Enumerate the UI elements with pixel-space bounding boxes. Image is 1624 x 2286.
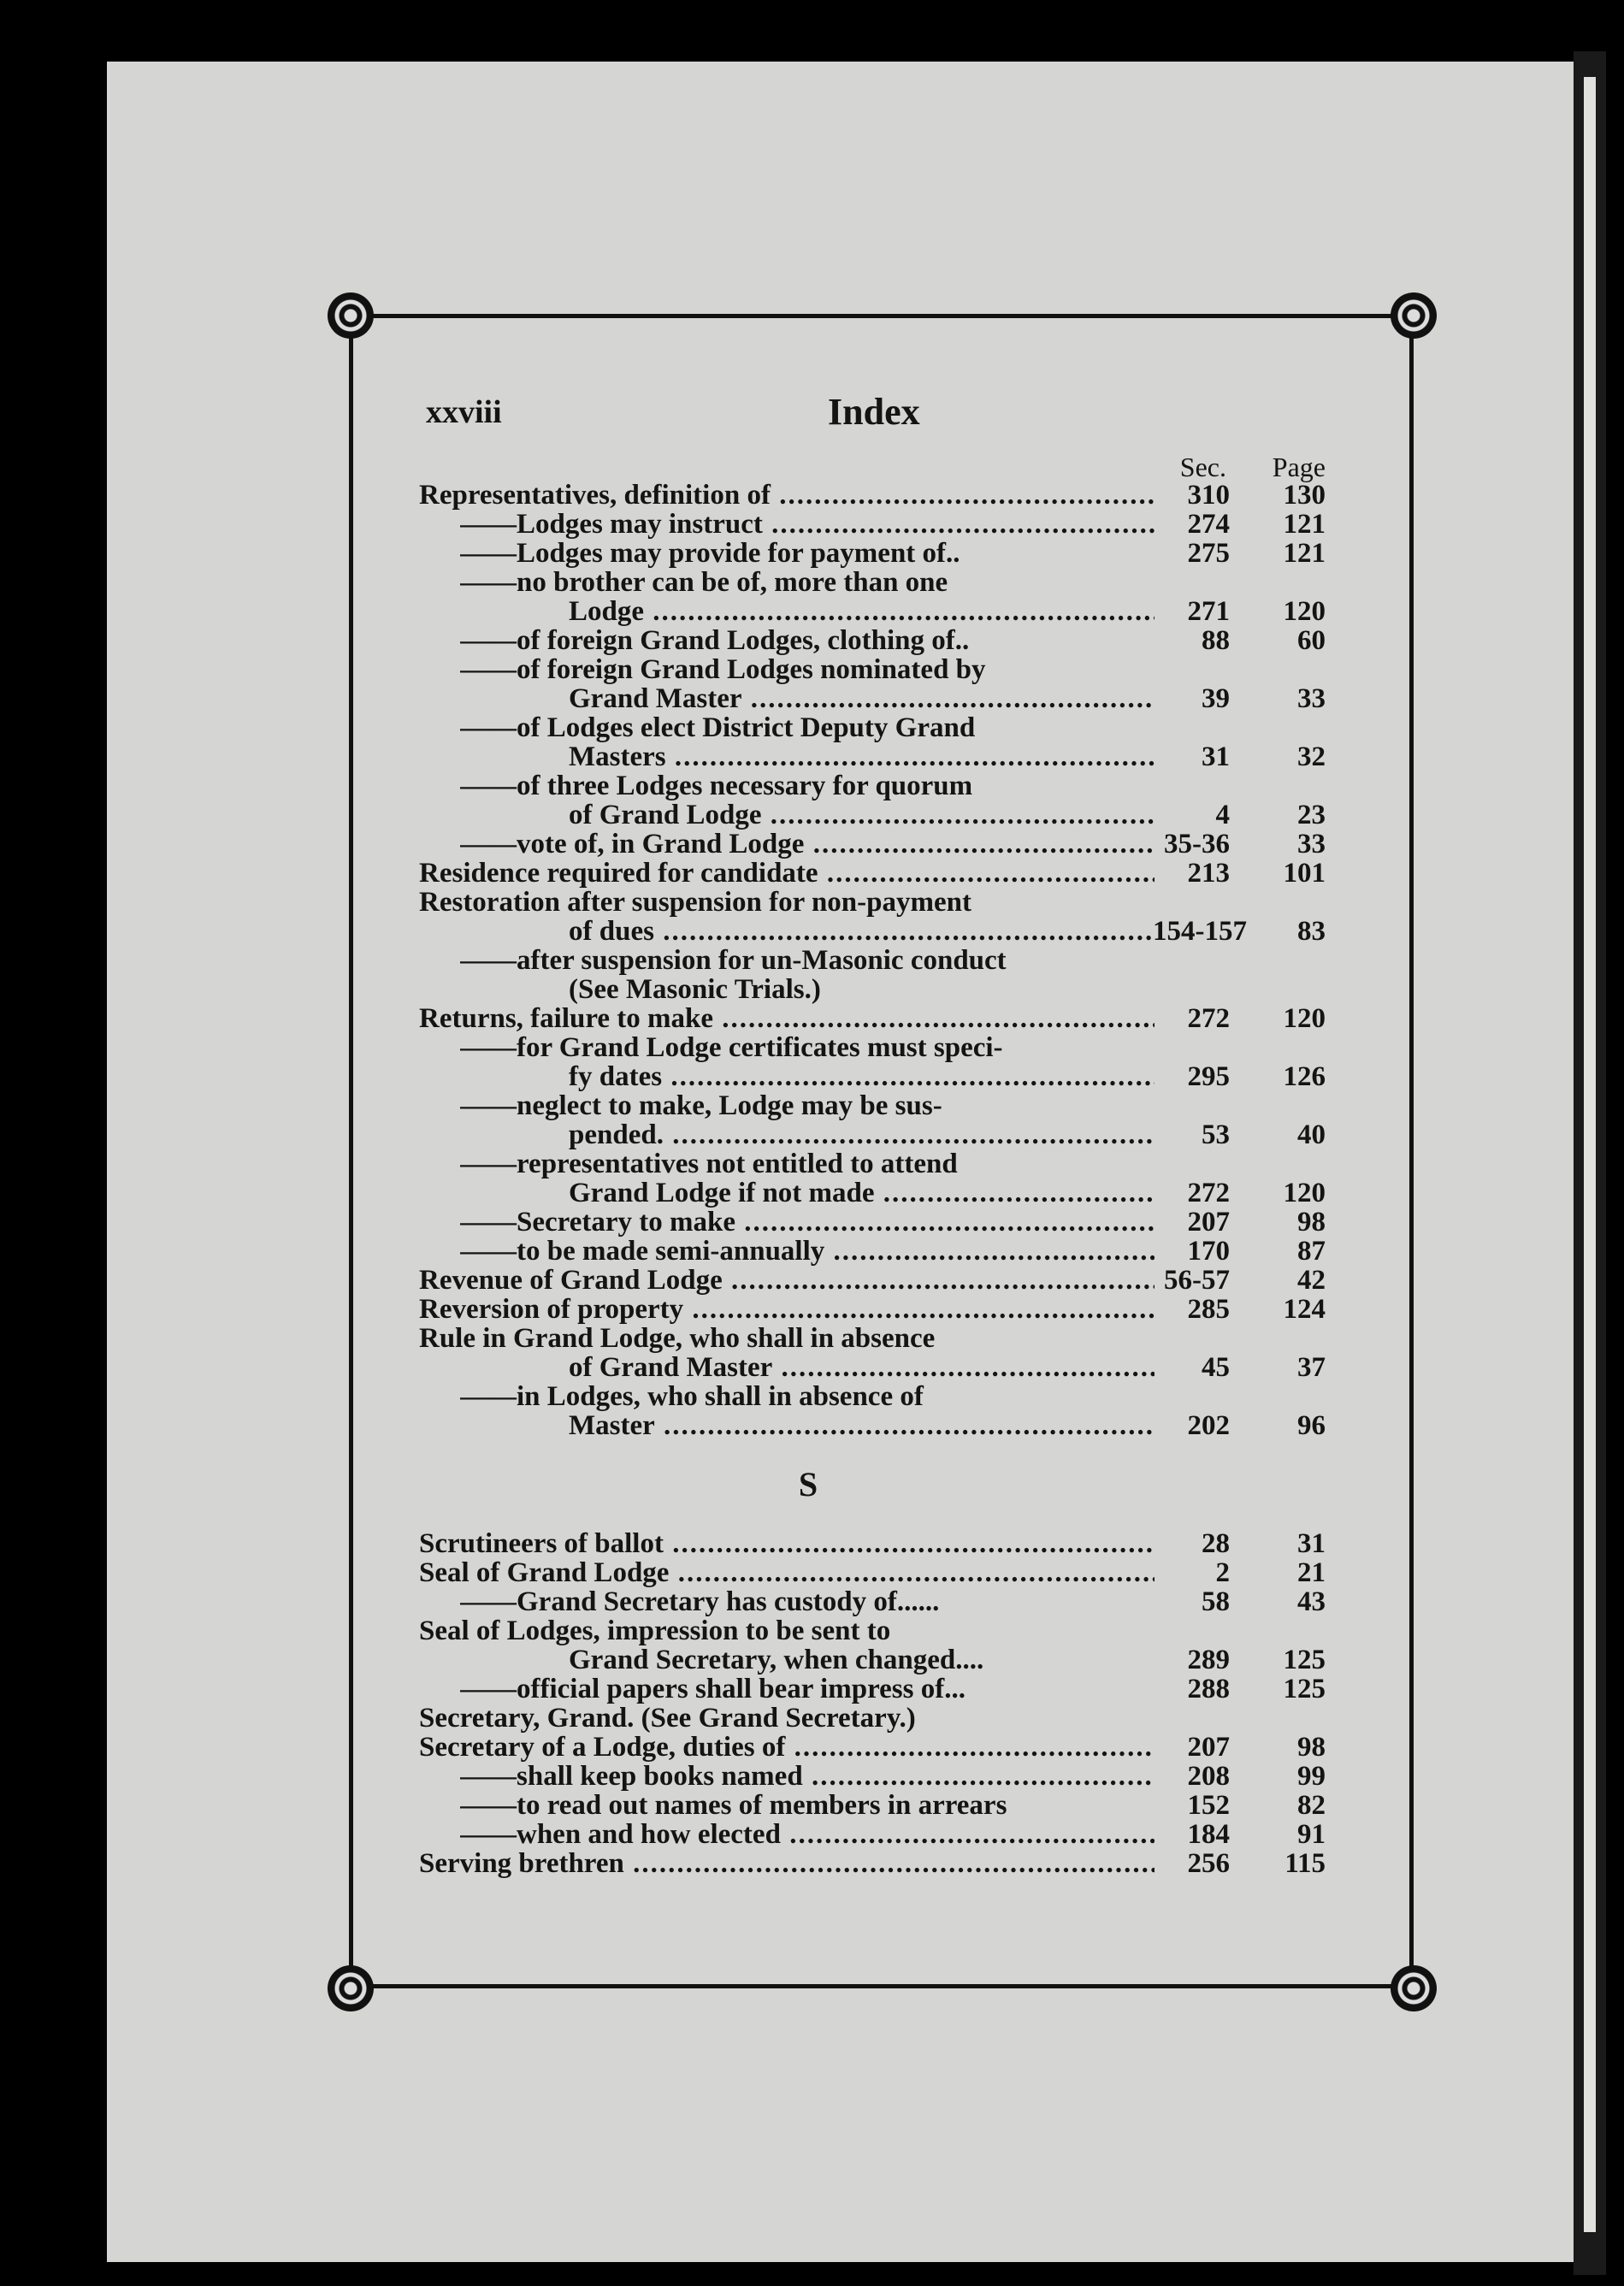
entry-section-number: 4: [1215, 800, 1230, 830]
entry-text: pended. .....: [569, 1120, 1155, 1149]
entry-section-number: 53: [1202, 1119, 1230, 1150]
entry-page-number: 91: [1297, 1819, 1326, 1850]
index-entry: [419, 1062, 1326, 1091]
entry-text: Grand Lodge if not made .....: [569, 1178, 1155, 1208]
index-entry: [419, 1529, 1326, 1558]
index-entry: [419, 1704, 1326, 1733]
entry-section-number: 272: [1187, 1003, 1230, 1034]
entry-section-number: 58: [1202, 1586, 1230, 1617]
index-entry: [419, 510, 1326, 539]
index-entry: [419, 539, 1326, 568]
entry-page-number: 126: [1283, 1061, 1326, 1092]
entry-text: of Grand Master .....: [569, 1353, 1155, 1382]
entry-page-number: 21: [1297, 1557, 1326, 1588]
index-entry: [419, 597, 1326, 626]
index-entry: [419, 1033, 1326, 1062]
entry-text: ——for Grand Lodge certificates must speci-: [460, 1033, 1003, 1062]
entry-text: Masters .....: [569, 742, 1155, 771]
entry-text: Secretary, Grand. (See Grand Secretary.): [419, 1704, 916, 1733]
entry-page-number: 121: [1283, 538, 1326, 569]
index-entry: [419, 1120, 1326, 1149]
index-entry: [419, 1675, 1326, 1704]
index-list-r: [419, 481, 1326, 1440]
entry-page-number: 37: [1297, 1352, 1326, 1383]
index-entry: [419, 1791, 1326, 1820]
index-content: [419, 392, 1326, 1878]
entry-section-number: 213: [1187, 858, 1230, 889]
index-entry: [419, 481, 1326, 510]
entry-text: Residence required for candidate .....: [419, 859, 1155, 888]
entry-page-number: 101: [1283, 858, 1326, 889]
entry-text: Lodge .....: [569, 597, 1155, 626]
index-entry: [419, 946, 1326, 975]
entry-text: ——of foreign Grand Lodges nominated by: [460, 655, 986, 684]
entry-page-number: 125: [1283, 1674, 1326, 1704]
entry-text: ——representatives not entitled to attend: [460, 1149, 958, 1178]
index-entry: [419, 1266, 1326, 1295]
index-entry: [419, 888, 1326, 917]
entry-page-number: 42: [1297, 1265, 1326, 1296]
column-header-page: Page: [1272, 452, 1326, 482]
entry-text: Serving brethren .....: [419, 1849, 1155, 1878]
index-entry: [419, 1178, 1326, 1208]
entry-section-number: 2: [1215, 1557, 1230, 1588]
index-entry: [419, 1820, 1326, 1849]
section-letter: S: [798, 1465, 818, 1503]
entry-page-number: 87: [1297, 1236, 1326, 1267]
index-entry: [419, 568, 1326, 597]
entry-text: ——in Lodges, who shall in absence of: [460, 1382, 924, 1411]
index-entry: [419, 859, 1326, 888]
entry-section-number: 152: [1187, 1790, 1230, 1821]
index-entry: [419, 800, 1326, 830]
entry-section-number: 271: [1187, 596, 1230, 627]
entry-page-number: 31: [1297, 1528, 1326, 1559]
entry-section-number: 56-57: [1164, 1265, 1230, 1296]
entry-page-number: 120: [1283, 1003, 1326, 1034]
entry-text: Seal of Lodges, impression to be sent to: [419, 1616, 891, 1645]
entry-section-number: 310: [1187, 480, 1230, 511]
corner-rosette-icon: [1391, 292, 1437, 339]
entry-text: Revenue of Grand Lodge .....: [419, 1266, 1155, 1295]
index-entry: [419, 1149, 1326, 1178]
index-entry: [419, 1762, 1326, 1791]
entry-text: of dues .....: [569, 917, 1155, 946]
entry-section-number: 289: [1187, 1645, 1230, 1675]
entry-text: ——after suspension for un-Masonic conduct: [460, 946, 1007, 975]
index-list-s: [419, 1529, 1326, 1878]
entry-text: of Grand Lodge .....: [569, 800, 1155, 830]
entry-text: ——vote of, in Grand Lodge .....: [460, 830, 1155, 859]
entry-page-number: 125: [1283, 1645, 1326, 1675]
entry-page-number: 33: [1297, 829, 1326, 859]
entry-text: Rule in Grand Lodge, who shall in absence: [419, 1324, 936, 1353]
entry-page-number: 121: [1283, 509, 1326, 540]
entry-text: ——neglect to make, Lodge may be sus-: [460, 1091, 942, 1120]
entry-text: Returns, failure to make .....: [419, 1004, 1155, 1033]
index-entry: [419, 655, 1326, 684]
entry-text: Master .....: [569, 1411, 1155, 1440]
entry-page-number: 120: [1283, 1178, 1326, 1208]
facing-page-sliver: [1584, 77, 1596, 2232]
index-entry: [419, 626, 1326, 655]
entry-section-number: 184: [1187, 1819, 1230, 1850]
index-entry: [419, 1004, 1326, 1033]
index-entry: [419, 830, 1326, 859]
index-entry: [419, 1587, 1326, 1616]
entry-page-number: 98: [1297, 1732, 1326, 1763]
index-entry: [419, 771, 1326, 800]
index-entry: [419, 1295, 1326, 1324]
entry-page-number: 96: [1297, 1410, 1326, 1441]
entry-text: ——Grand Secretary has custody of......: [460, 1587, 940, 1616]
index-entry: [419, 917, 1326, 946]
entry-page-number: 124: [1283, 1294, 1326, 1325]
entry-section-number: 207: [1187, 1732, 1230, 1763]
entry-text: Secretary of a Lodge, duties of .....: [419, 1733, 1155, 1762]
entry-text: fy dates .....: [569, 1062, 1155, 1091]
index-entry: [419, 1237, 1326, 1266]
entry-text: ——of three Lodges necessary for quorum: [460, 771, 973, 800]
page-title: Index: [828, 391, 920, 433]
entry-section-number: 154-157: [1153, 916, 1247, 947]
entry-text: ——of foreign Grand Lodges, clothing of..: [460, 626, 970, 655]
entry-section-number: 31: [1202, 741, 1230, 772]
entry-section-number: 208: [1187, 1761, 1230, 1792]
entry-section-number: 88: [1202, 625, 1230, 656]
entry-page-number: 83: [1297, 916, 1326, 947]
page-numeral: xxviii: [426, 394, 502, 430]
entry-text: ——of Lodges elect District Deputy Grand: [460, 713, 976, 742]
corner-rosette-icon: [328, 1965, 374, 2011]
page-header: [419, 392, 1326, 452]
index-entry: [419, 1616, 1326, 1645]
entry-section-number: 295: [1187, 1061, 1230, 1092]
entry-text: ——official papers shall bear impress of...: [460, 1675, 966, 1704]
entry-section-number: 45: [1202, 1352, 1230, 1383]
column-headers: [419, 452, 1326, 481]
entry-page-number: 60: [1297, 625, 1326, 656]
index-entry: [419, 1382, 1326, 1411]
index-entry: [419, 975, 1326, 1004]
entry-text: Representatives, definition of .....: [419, 481, 1155, 510]
entry-section-number: 39: [1202, 683, 1230, 714]
index-entry: [419, 1208, 1326, 1237]
index-entry: [419, 1645, 1326, 1675]
entry-page-number: 120: [1283, 596, 1326, 627]
entry-section-number: 272: [1187, 1178, 1230, 1208]
entry-text: ——Secretary to make .....: [460, 1208, 1155, 1237]
entry-page-number: 32: [1297, 741, 1326, 772]
entry-text: Grand Secretary, when changed....: [569, 1645, 984, 1675]
entry-text: Reversion of property .....: [419, 1295, 1155, 1324]
entry-section-number: 170: [1187, 1236, 1230, 1267]
entry-section-number: 28: [1202, 1528, 1230, 1559]
entry-section-number: 35-36: [1164, 829, 1230, 859]
entry-text: Restoration after suspension for non-payment: [419, 888, 971, 917]
entry-page-number: 130: [1283, 480, 1326, 511]
index-entry: [419, 1849, 1326, 1878]
index-entry: [419, 1091, 1326, 1120]
entry-text: ——shall keep books named .....: [460, 1762, 1155, 1791]
column-header-sec: Sec.: [1179, 452, 1226, 482]
entry-page-number: 99: [1297, 1761, 1326, 1792]
entry-page-number: 33: [1297, 683, 1326, 714]
entry-text: ——to read out names of members in arrears: [460, 1791, 1007, 1820]
entry-text: ——to be made semi-annually .....: [460, 1237, 1155, 1266]
entry-text: ——Lodges may instruct .....: [460, 510, 1155, 539]
entry-text: (See Masonic Trials.): [569, 975, 821, 1004]
entry-section-number: 288: [1187, 1674, 1230, 1704]
index-entry: [419, 742, 1326, 771]
entry-text: ——when and how elected .....: [460, 1820, 1155, 1849]
entry-text: Scrutineers of ballot .....: [419, 1529, 1155, 1558]
entry-section-number: 207: [1187, 1207, 1230, 1238]
entry-page-number: 43: [1297, 1586, 1326, 1617]
entry-page-number: 23: [1297, 800, 1326, 830]
entry-text: ——no brother can be of, more than one: [460, 568, 948, 597]
entry-page-number: 115: [1284, 1848, 1326, 1879]
index-entry: [419, 1324, 1326, 1353]
entry-page-number: 98: [1297, 1207, 1326, 1238]
entry-section-number: 275: [1187, 538, 1230, 569]
index-entry: [419, 713, 1326, 742]
entry-section-number: 274: [1187, 509, 1230, 540]
entry-page-number: 82: [1297, 1790, 1326, 1821]
entry-text: Grand Master .....: [569, 684, 1155, 713]
corner-rosette-icon: [328, 292, 374, 339]
index-entry: [419, 1411, 1326, 1440]
entry-section-number: 285: [1187, 1294, 1230, 1325]
index-entry: [419, 1733, 1326, 1762]
corner-rosette-icon: [1391, 1965, 1437, 2011]
index-entry: [419, 684, 1326, 713]
entry-text: Seal of Grand Lodge .....: [419, 1558, 1155, 1587]
entry-page-number: 40: [1297, 1119, 1326, 1150]
entry-section-number: 202: [1187, 1410, 1230, 1441]
entry-text: ——Lodges may provide for payment of..: [460, 539, 960, 568]
index-entry: [419, 1353, 1326, 1382]
index-entry: [419, 1558, 1326, 1587]
entry-section-number: 256: [1187, 1848, 1230, 1879]
